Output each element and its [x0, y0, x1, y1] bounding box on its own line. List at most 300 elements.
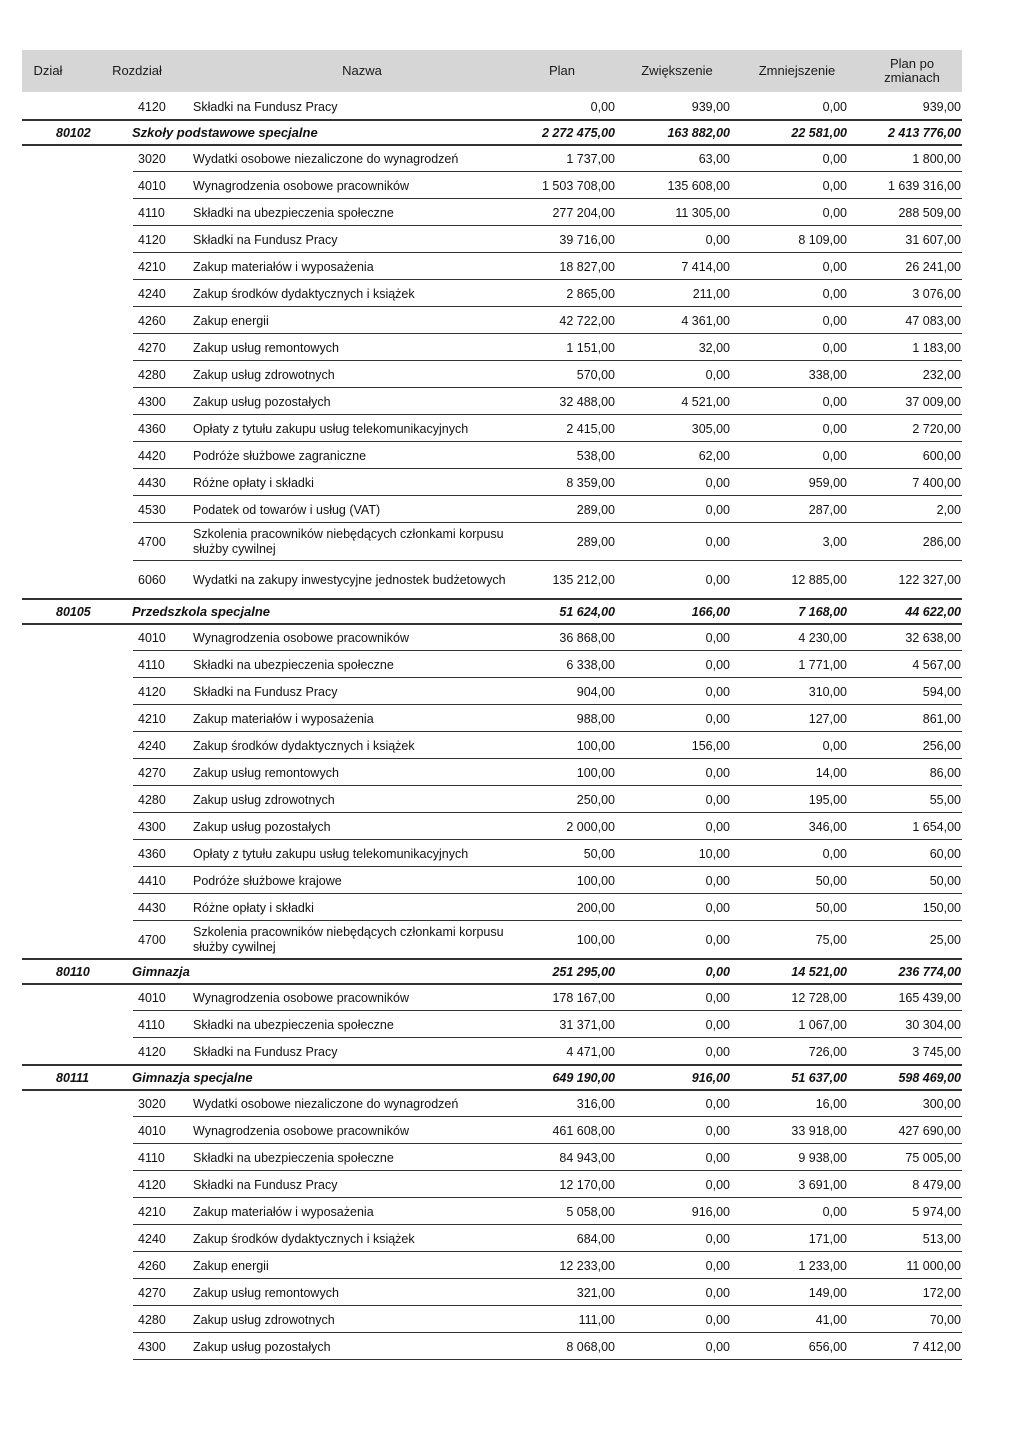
plan-value: 5 058,00 [566, 1204, 615, 1219]
decrease-value: 0,00 [822, 448, 847, 463]
decrease-value: 7 168,00 [798, 604, 847, 619]
item-code: 4260 [138, 1258, 166, 1273]
item-code: 4120 [138, 1044, 166, 1059]
plan-value: 12 233,00 [559, 1258, 615, 1273]
table-row [0, 199, 1024, 226]
item-code: 4010 [138, 990, 166, 1005]
plan-after-value: 256,00 [922, 738, 961, 753]
increase-value: 0,00 [705, 1177, 730, 1192]
plan-after-value: 122 327,00 [898, 573, 961, 587]
increase-value: 0,00 [705, 819, 730, 834]
plan-after-value: 172,00 [922, 1285, 961, 1300]
item-name: Składki na Fundusz Pracy [193, 1044, 338, 1059]
plan-after-value: 47 083,00 [905, 313, 961, 328]
table-row [0, 678, 1024, 705]
item-code: 4110 [138, 1150, 165, 1165]
item-name: Przedszkola specjalne [132, 604, 271, 619]
increase-value: 7 414,00 [681, 259, 730, 274]
item-code: 4240 [138, 738, 166, 753]
table-row [0, 813, 1024, 840]
table-row [0, 867, 1024, 894]
plan-value: 289,00 [576, 502, 615, 517]
increase-value: 0,00 [705, 873, 730, 888]
item-code: 4120 [138, 1177, 166, 1192]
plan-value: 277 204,00 [552, 205, 615, 220]
increase-value: 156,00 [691, 738, 730, 753]
item-code: 4260 [138, 313, 166, 328]
increase-value: 0,00 [705, 1150, 730, 1165]
section-row [0, 1065, 1024, 1090]
decrease-value: 0,00 [822, 151, 847, 166]
item-code: 4700 [138, 933, 166, 947]
plan-after-value: 50,00 [929, 873, 961, 888]
increase-value: 0,00 [705, 900, 730, 915]
plan-value: 0,00 [590, 99, 615, 114]
increase-value: 0,00 [705, 990, 730, 1005]
decrease-value: 726,00 [808, 1044, 847, 1059]
item-code: 4210 [138, 259, 166, 274]
plan-after-value: 31 607,00 [905, 232, 961, 247]
table-row [0, 1090, 1024, 1117]
increase-value: 916,00 [691, 1204, 730, 1219]
table-row [0, 253, 1024, 280]
header-dzial: Dział [33, 63, 63, 78]
item-code: 4360 [138, 846, 166, 861]
item-code: 4210 [138, 1204, 166, 1219]
table-row [0, 732, 1024, 759]
item-name: Składki na Fundusz Pracy [193, 684, 338, 699]
item-name: Różne opłaty i składki [193, 900, 314, 915]
table-row [0, 334, 1024, 361]
plan-value: 2 415,00 [566, 421, 615, 436]
plan-after-value: 600,00 [922, 448, 961, 463]
item-code: 4280 [138, 792, 166, 807]
decrease-value: 12 885,00 [791, 573, 847, 587]
decrease-value: 41,00 [815, 1312, 847, 1327]
decrease-value: 51 637,00 [791, 1070, 847, 1085]
item-name: Składki na ubezpieczenia społeczne [193, 1150, 394, 1165]
plan-value: 250,00 [576, 792, 615, 807]
plan-value: 2 272 475,00 [542, 125, 615, 140]
item-name: Wydatki na zakupy inwestycyjne jednostek budżetowych [193, 572, 506, 587]
decrease-value: 346,00 [808, 819, 847, 834]
section-code: 80102 [56, 125, 91, 140]
decrease-value: 14 521,00 [791, 964, 847, 979]
item-code: 4110 [138, 1017, 165, 1032]
decrease-value: 12 728,00 [791, 990, 847, 1005]
increase-value: 0,00 [705, 964, 730, 979]
section-row [0, 120, 1024, 145]
plan-value: 100,00 [576, 873, 615, 888]
item-name: Wynagrodzenia osobowe pracowników [193, 178, 409, 193]
item-name: Podróże służbowe krajowe [193, 873, 342, 888]
table-header [22, 50, 962, 92]
plan-value: 904,00 [576, 684, 615, 699]
plan-value: 2 865,00 [566, 286, 615, 301]
plan-after-value: 513,00 [922, 1231, 961, 1246]
decrease-value: 127,00 [808, 711, 847, 726]
plan-after-value: 75 005,00 [905, 1150, 961, 1165]
plan-after-value: 594,00 [922, 684, 961, 699]
item-name: Zakup środków dydaktycznych i książek [193, 286, 415, 301]
plan-after-value: 4 567,00 [912, 657, 961, 672]
increase-value: 135 608,00 [667, 178, 730, 193]
increase-value: 163 882,00 [667, 125, 730, 140]
table-row [0, 705, 1024, 732]
item-code: 4300 [138, 394, 166, 409]
table-row [0, 1011, 1024, 1038]
item-name: Składki na Fundusz Pracy [193, 99, 338, 114]
decrease-value: 0,00 [822, 738, 847, 753]
plan-value: 51 624,00 [559, 604, 615, 619]
item-name: Zakup usług pozostałych [193, 1339, 331, 1354]
item-code: 4270 [138, 765, 166, 780]
item-name: Zakup środków dydaktycznych i książek [193, 1231, 415, 1246]
plan-value: 2 000,00 [566, 819, 615, 834]
decrease-value: 50,00 [815, 873, 847, 888]
item-code: 4360 [138, 421, 166, 436]
decrease-value: 287,00 [808, 502, 847, 517]
section-code: 80110 [56, 964, 90, 979]
decrease-value: 1 233,00 [798, 1258, 847, 1273]
plan-after-value: 8 479,00 [912, 1177, 961, 1192]
decrease-value: 0,00 [822, 178, 847, 193]
item-name: Zakup energii [193, 313, 269, 328]
plan-after-value: 1 183,00 [912, 340, 961, 355]
decrease-value: 33 918,00 [791, 1123, 847, 1138]
item-name: Zakup materiałów i wyposażenia [193, 711, 374, 726]
plan-after-value: 3 076,00 [912, 286, 961, 301]
increase-value: 0,00 [705, 1231, 730, 1246]
increase-value: 0,00 [705, 1312, 730, 1327]
increase-value: 305,00 [691, 421, 730, 436]
item-name: Składki na ubezpieczenia społeczne [193, 1017, 394, 1032]
decrease-value: 75,00 [815, 933, 847, 947]
increase-value: 0,00 [705, 630, 730, 645]
decrease-value: 50,00 [815, 900, 847, 915]
increase-value: 0,00 [705, 711, 730, 726]
decrease-value: 149,00 [808, 1285, 847, 1300]
item-name: Zakup usług zdrowotnych [193, 367, 335, 382]
item-name: Zakup usług pozostałych [193, 394, 331, 409]
plan-value: 18 827,00 [559, 259, 615, 274]
item-name: Składki na ubezpieczenia społeczne [193, 205, 394, 220]
increase-value: 0,00 [705, 367, 730, 382]
increase-value: 0,00 [705, 657, 730, 672]
item-code: 4210 [138, 711, 166, 726]
table-row [0, 1333, 1024, 1360]
item-code: 4010 [138, 1123, 166, 1138]
plan-after-value: 2 720,00 [912, 421, 961, 436]
item-name: Gimnazja [132, 964, 190, 979]
decrease-value: 195,00 [808, 792, 847, 807]
plan-value: 988,00 [576, 711, 615, 726]
table-row [0, 388, 1024, 415]
decrease-value: 1 771,00 [798, 657, 847, 672]
plan-value: 570,00 [576, 367, 615, 382]
increase-value: 0,00 [705, 1044, 730, 1059]
increase-value: 0,00 [705, 1017, 730, 1032]
table-row [0, 840, 1024, 867]
item-name: Zakup środków dydaktycznych i książek [193, 738, 415, 753]
plan-after-value: 7 412,00 [912, 1339, 961, 1354]
increase-value: 939,00 [691, 99, 730, 114]
plan-value: 42 722,00 [559, 313, 615, 328]
decrease-value: 0,00 [822, 99, 847, 114]
decrease-value: 9 938,00 [798, 1150, 847, 1165]
item-name: Zakup usług zdrowotnych [193, 792, 335, 807]
item-code: 4120 [138, 684, 166, 699]
plan-after-value: 70,00 [929, 1312, 961, 1327]
item-code: 4410 [138, 873, 166, 888]
plan-value: 8 359,00 [566, 475, 615, 490]
item-name: Zakup usług remontowych [193, 1285, 339, 1300]
plan-value: 684,00 [576, 1231, 615, 1246]
increase-value: 0,00 [705, 1339, 730, 1354]
item-name: Wynagrodzenia osobowe pracowników [193, 1123, 409, 1138]
item-code: 4120 [138, 232, 166, 247]
increase-value: 0,00 [705, 684, 730, 699]
item-name: Zakup materiałów i wyposażenia [193, 259, 374, 274]
plan-after-value: 60,00 [929, 846, 961, 861]
item-code: 4240 [138, 1231, 166, 1246]
plan-value: 100,00 [576, 933, 615, 947]
decrease-value: 0,00 [822, 421, 847, 436]
plan-after-value: 236 774,00 [898, 964, 961, 979]
plan-after-value: 232,00 [922, 367, 961, 382]
table-row [0, 93, 1024, 120]
item-code: 4430 [138, 900, 166, 915]
plan-value: 1 151,00 [566, 340, 615, 355]
plan-value: 538,00 [576, 448, 615, 463]
increase-value: 0,00 [705, 1285, 730, 1300]
item-name: Zakup usług zdrowotnych [193, 1312, 335, 1327]
item-code: 4300 [138, 1339, 166, 1354]
item-code: 4010 [138, 630, 166, 645]
increase-value: 0,00 [705, 232, 730, 247]
table-row [0, 1198, 1024, 1225]
increase-value: 63,00 [698, 151, 730, 166]
item-code: 4420 [138, 448, 166, 463]
plan-after-value: 37 009,00 [905, 394, 961, 409]
item-name: Wynagrodzenia osobowe pracowników [193, 630, 409, 645]
decrease-value: 310,00 [808, 684, 847, 699]
table-row [0, 651, 1024, 678]
increase-value: 11 305,00 [675, 205, 730, 220]
plan-value: 111,00 [578, 1312, 615, 1327]
header-zwiekszenie: Zwiększenie [641, 63, 713, 78]
table-row [0, 921, 1024, 959]
table-row [0, 1038, 1024, 1065]
plan-after-value: 300,00 [922, 1096, 961, 1111]
item-name: Zakup usług remontowych [193, 340, 339, 355]
plan-after-value: 44 622,00 [905, 604, 961, 619]
plan-after-value: 939,00 [922, 99, 961, 114]
decrease-value: 14,00 [815, 765, 847, 780]
plan-value: 50,00 [583, 846, 615, 861]
item-code: 3020 [138, 151, 166, 166]
decrease-value: 171,00 [808, 1231, 847, 1246]
table-row [0, 496, 1024, 523]
decrease-value: 22 581,00 [791, 125, 847, 140]
table-row [0, 786, 1024, 813]
increase-value: 0,00 [705, 1096, 730, 1111]
item-code: 4270 [138, 340, 166, 355]
increase-value: 0,00 [705, 1258, 730, 1273]
item-name: Zakup usług pozostałych [193, 819, 331, 834]
plan-value: 31 371,00 [559, 1017, 615, 1032]
decrease-value: 0,00 [822, 286, 847, 301]
table-row [0, 361, 1024, 388]
increase-value: 0,00 [705, 1123, 730, 1138]
plan-after-value: 2,00 [936, 502, 961, 517]
item-name: Podróże służbowe zagraniczne [193, 448, 367, 463]
plan-value: 200,00 [576, 900, 615, 915]
decrease-value: 0,00 [822, 340, 847, 355]
decrease-value: 338,00 [808, 367, 847, 382]
item-name: Szkolenia pracowników niebędących członkami korpusu służby cywilnej [193, 925, 504, 954]
plan-after-value: 32 638,00 [905, 630, 961, 645]
table-row [0, 1144, 1024, 1171]
plan-value: 84 943,00 [559, 1150, 615, 1165]
header-plan: Plan [548, 63, 576, 78]
item-name: Zakup energii [193, 1258, 269, 1273]
item-code: 6060 [138, 573, 166, 587]
plan-after-value: 1 800,00 [912, 151, 961, 166]
item-code: 4300 [138, 819, 166, 834]
section-row [0, 959, 1024, 984]
decrease-value: 0,00 [822, 313, 847, 328]
increase-value: 0,00 [705, 765, 730, 780]
increase-value: 0,00 [705, 475, 730, 490]
item-name: Składki na Fundusz Pracy [193, 1177, 338, 1192]
table-row [0, 523, 1024, 561]
table-row [0, 1279, 1024, 1306]
increase-value: 0,00 [705, 933, 730, 947]
decrease-value: 0,00 [822, 1204, 847, 1219]
plan-value: 8 068,00 [566, 1339, 615, 1354]
plan-after-value: 55,00 [929, 792, 961, 807]
table-row [0, 894, 1024, 921]
plan-value: 135 212,00 [552, 573, 615, 587]
table-row [0, 1171, 1024, 1198]
decrease-value: 959,00 [808, 475, 847, 490]
plan-after-value: 427 690,00 [898, 1123, 961, 1138]
plan-after-value: 598 469,00 [898, 1070, 961, 1085]
increase-value: 4 521,00 [681, 394, 730, 409]
decrease-value: 0,00 [822, 259, 847, 274]
increase-value: 62,00 [698, 448, 730, 463]
item-code: 4280 [138, 367, 166, 382]
table-row [0, 415, 1024, 442]
item-code: 4270 [138, 1285, 166, 1300]
item-code: 4530 [138, 502, 166, 517]
item-name: Podatek od towarów i usług (VAT) [193, 502, 381, 517]
plan-after-value: 288 509,00 [898, 205, 961, 220]
plan-value: 32 488,00 [559, 394, 615, 409]
table-row [0, 469, 1024, 496]
plan-after-value: 3 745,00 [912, 1044, 961, 1059]
decrease-value: 1 067,00 [798, 1017, 847, 1032]
plan-value: 178 167,00 [552, 990, 615, 1005]
item-name: Zakup usług remontowych [193, 765, 339, 780]
plan-value: 1 503 708,00 [542, 178, 615, 193]
table-row [0, 624, 1024, 651]
item-name: Gimnazja specjalne [132, 1070, 253, 1085]
item-code: 4280 [138, 1312, 166, 1327]
plan-after-value: 165 439,00 [898, 990, 961, 1005]
table-row [0, 984, 1024, 1011]
plan-value: 289,00 [576, 535, 615, 549]
plan-value: 6 338,00 [566, 657, 615, 672]
plan-after-value: 1 639 316,00 [888, 178, 961, 193]
plan-after-value: 25,00 [929, 933, 961, 947]
plan-after-value: 7 400,00 [912, 475, 961, 490]
item-name: Składki na Fundusz Pracy [193, 232, 338, 247]
plan-value: 649 190,00 [552, 1070, 615, 1085]
plan-after-value: 2 413 776,00 [888, 125, 961, 140]
decrease-value: 656,00 [808, 1339, 847, 1354]
increase-value: 211,00 [692, 286, 730, 301]
table-row [0, 1252, 1024, 1279]
item-name: Wydatki osobowe niezaliczone do wynagrodzeń [193, 151, 459, 166]
item-code: 4010 [138, 178, 166, 193]
item-code: 3020 [138, 1096, 166, 1111]
plan-value: 12 170,00 [559, 1177, 615, 1192]
decrease-value: 0,00 [822, 394, 847, 409]
item-code: 4120 [138, 99, 166, 114]
section-row [0, 599, 1024, 624]
increase-value: 166,00 [691, 604, 730, 619]
row-divider [133, 1359, 962, 1360]
item-name: Składki na ubezpieczenia społeczne [193, 657, 394, 672]
plan-value: 39 716,00 [559, 232, 615, 247]
header-nazwa: Nazwa [342, 63, 382, 78]
plan-after-value: 861,00 [922, 711, 961, 726]
table-row [0, 172, 1024, 199]
plan-after-value: 86,00 [929, 765, 961, 780]
item-code: 4240 [138, 286, 166, 301]
table-row [0, 759, 1024, 786]
item-name: Szkolenia pracowników niebędących członkami korpusu służby cywilnej [193, 527, 504, 556]
item-name: Wynagrodzenia osobowe pracowników [193, 990, 409, 1005]
table-row [0, 280, 1024, 307]
item-name: Różne opłaty i składki [193, 475, 314, 490]
plan-value: 461 608,00 [552, 1123, 615, 1138]
table-row [0, 1225, 1024, 1252]
table-row [0, 1306, 1024, 1333]
section-code: 80111 [56, 1070, 89, 1085]
plan-value: 100,00 [576, 738, 615, 753]
plan-value: 316,00 [576, 1096, 615, 1111]
plan-after-value: 150,00 [922, 900, 961, 915]
plan-value: 4 471,00 [566, 1044, 615, 1059]
item-code: 4110 [138, 657, 165, 672]
increase-value: 0,00 [705, 535, 730, 549]
header-zmniejszenie: Zmniejszenie [758, 63, 836, 78]
decrease-value: 8 109,00 [798, 232, 847, 247]
item-code: 4110 [138, 205, 165, 220]
increase-value: 916,00 [691, 1070, 730, 1085]
plan-value: 100,00 [576, 765, 615, 780]
increase-value: 4 361,00 [681, 313, 730, 328]
decrease-value: 0,00 [822, 205, 847, 220]
decrease-value: 3 691,00 [798, 1177, 847, 1192]
decrease-value: 4 230,00 [798, 630, 847, 645]
table-row [0, 145, 1024, 172]
decrease-value: 16,00 [815, 1096, 847, 1111]
table-row [0, 1117, 1024, 1144]
